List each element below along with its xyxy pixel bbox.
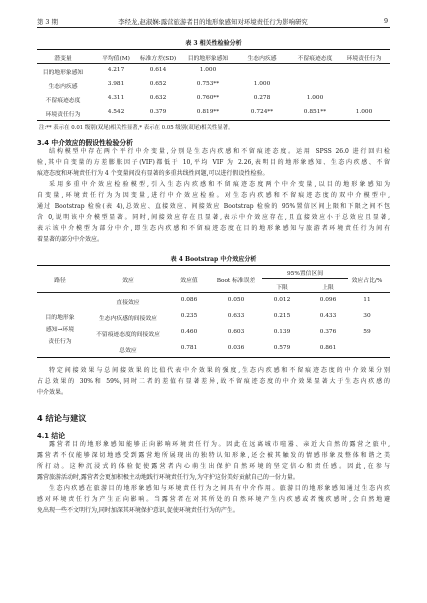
table3-cell: 4.311: [107, 95, 125, 101]
paragraph-line: 所打动。这种沉浸式的体验促使露营者内心萌生出保护自然环境的坚定信心和责任感。因此,在参与: [37, 463, 390, 470]
table3-top-rule: [37, 49, 390, 50]
section-4-1-heading: 4.1 结论: [37, 432, 66, 440]
table3-cell: 3.981: [107, 81, 125, 87]
paragraph-line: 露营者不仅能够深切地感受到露营地所展现出的独特认知形象,还会被其触发的情感形象及整体和谐之美: [37, 452, 390, 459]
table4-col-header: Boot 标准误差: [216, 278, 256, 284]
table3-bottom-rule: [37, 120, 390, 121]
table3-cell: 0.379: [149, 109, 167, 115]
paragraph-line: 验,其中自变量的方差膨胀因子(VIF)都低于 10,平均 VIF 为 2.26,表明目的地形象感知、生态内疚感、不留: [37, 159, 390, 166]
table3-cell: 1.000: [355, 109, 373, 115]
table3-col-header: 环境责任行为: [346, 56, 382, 62]
table4-cell: 11: [363, 297, 371, 303]
table4-cell: 0.433: [319, 313, 337, 319]
table4-cell: 0.633: [227, 313, 245, 319]
table4-cell: 0.050: [227, 297, 245, 303]
paragraph-line: 感对环境责任行为产生正向影响。当露营者在对其所处的自然环境产生内疚感或者愧疚感时,会自然地避: [37, 496, 390, 503]
table4-bottom-rule: [37, 357, 390, 358]
paragraph-line: 表示该中介模型为部分中介,即生态内疚感和不留痕迹态度在目的地形象感知与旅游者环境责任行为间有: [37, 225, 390, 232]
table4-ci-rule: [262, 278, 348, 279]
paragraph-line: 露营者目的地形象感知能够正向影响环境责任行为。因此在远离城市喧嚣、亲近大自然的露营之旅中,: [49, 441, 390, 448]
table4-col-header: 效应占比/%: [351, 278, 383, 284]
table4-cell: 0.036: [227, 345, 245, 351]
table3-cell: 0.724**: [250, 109, 274, 115]
table3-col-header: 不留痕迹态度: [297, 56, 333, 62]
table3-cell: 1.000: [306, 95, 324, 101]
header-issue: 第 3 期: [37, 18, 58, 26]
table4-cell: 0.579: [273, 345, 291, 351]
table4-cell: 0.012: [273, 297, 291, 303]
table4-col-header: 路径: [54, 278, 66, 284]
paragraph-line: 结构模型中存在两个平行中介变量,分别是生态内疚感和不留痕迹态度。运用 SPSS 26.0 进行回归检: [49, 148, 390, 155]
table4-col-header: 效应: [122, 278, 134, 284]
table4-col-header: 下限: [276, 285, 288, 291]
table3-cell: 4.217: [107, 67, 125, 73]
table4-path-label: 责任行为: [48, 339, 72, 345]
table4-col-header: 上限: [322, 285, 334, 291]
table4-cell: 0.460: [180, 329, 198, 335]
table3-cell: 1.000: [199, 67, 217, 73]
table3-cell: 目的地形象感知: [42, 70, 84, 76]
table3-cell: 4.542: [107, 109, 125, 115]
table3-cell: 生态内疚感: [48, 84, 78, 90]
table4-path-label: 感知→环境: [45, 327, 75, 333]
table4-cell: 0.086: [180, 297, 198, 303]
table4-cell: 不留痕迹态度的间接效应: [96, 332, 160, 338]
table3-col-header: 标准方差(SD): [139, 56, 177, 62]
paragraph-line: 生态内疚感在旅游目的地形象感知与环境责任行为之间具有中介作用。旅游目的地形象感知通过生态内疚: [49, 485, 390, 492]
table4-cell: 0.861: [319, 345, 337, 351]
table4-cell: 总效应: [119, 348, 137, 354]
table3-cell: 1.000: [253, 81, 271, 87]
table3-col-header: 生态内疚感: [247, 56, 277, 62]
paragraph-line: 着显著的部分中介效应。: [37, 236, 104, 243]
table4-cell: 0.376: [319, 329, 337, 335]
table3-header-rule: [37, 63, 390, 64]
table4-cell: 0.096: [319, 297, 337, 303]
table4-header-rule: [37, 292, 390, 293]
table3-note: 注:** 表示在 0.01 级别(双尾)相关性显著,* 表示在 0.05 级别(双尾)相关性显著。: [39, 125, 234, 131]
table3-cell: 0.753**: [196, 81, 220, 87]
paragraph-line: 痕迹态度和环境责任行为 4 个变量间没有显著的多重共线性问题,可以进行假设性检验。: [37, 170, 269, 177]
paragraph-line: 中介效果。: [37, 389, 68, 396]
table4-cell: 0.139: [273, 329, 291, 335]
paragraph-line: 特定间接效果与总间接效果的比值代表中介效果的强度,生态内疚感和不留痕迹态度的中介效果分别: [49, 367, 390, 374]
table3-cell: 0.851**: [303, 109, 327, 115]
paragraph-line: 免出现一些不文明行为,同时加深其环境保护意识,促使环境责任行为的产生。: [37, 507, 239, 514]
paragraph-line: 自变量,环境责任行为为因变量,进行中介效应检验。对生态内疚感和不留痕迹态度的双中介模型中,: [37, 192, 390, 199]
table4-cell: 0.235: [180, 313, 198, 319]
table4-cell: 0.215: [273, 313, 291, 319]
table3-cell: 0.632: [149, 95, 167, 101]
section-3-4-heading: 3.4 中介效应的假设性检验分析: [37, 139, 133, 147]
header-title: 李经龙,赵淑娴:露营旅游者目的地形象感知对环境责任行为影响研究: [118, 18, 308, 26]
table4-cell: 0.603: [227, 329, 245, 335]
paragraph-line: 采用多重中介效应检验模型,引入生态内疚感和不留痕迹态度两个中介变量,以目的地形象感知为: [49, 181, 390, 188]
table4-cell: 生态内疚感的间接效应: [99, 316, 157, 322]
paragraph-line: 占总效果的 30%和 59%,同时二者的差值有显著差异,故不留痕迹态度的中介效果显著大于生态内疚感的: [37, 378, 390, 385]
table3-cell: 0.652: [149, 81, 167, 87]
table3-cell: 0.278: [253, 95, 271, 101]
table4-col-header: 95%置信区间: [286, 271, 324, 277]
table4-cell: 0.781: [180, 345, 198, 351]
table3-col-header: 潜变量: [54, 56, 72, 62]
table3-cell: 0.614: [149, 67, 167, 73]
table4-path-label: 目的地形象: [45, 315, 75, 321]
table3-cell: 不留痕迹态度: [45, 98, 81, 104]
section-4-heading: 4 结论与建议: [37, 413, 87, 423]
table4-caption: 表 4 Bootstrap 中介效应分析: [170, 256, 257, 263]
table4-top-rule: [37, 265, 390, 266]
table4-cell: 30: [363, 313, 371, 319]
paragraph-line: 通过 Bootstrap 检验(表 4),总效应、直接效应、间接效应 Bootstrap 检验的 95%置信区间上限和下限之间不包: [37, 203, 390, 210]
table3-col-header: 平均值(M): [102, 56, 130, 62]
paragraph-line: 露营旅游活动时,露营者会更加积极主动地践行环境责任行为,为守护这份美好贡献自己的一份力量。: [37, 474, 299, 481]
header-page-number: 9: [384, 17, 389, 25]
table4-cell: 59: [363, 329, 371, 335]
table3-cell: 0.760**: [196, 95, 220, 101]
table4-col-header: 效应值: [180, 278, 198, 284]
table3-col-header: 目的地形象感知: [187, 56, 229, 62]
header-rule: [37, 27, 390, 28]
table3-cell: 0.819**: [196, 109, 220, 115]
table4-cell: 直接效应: [116, 300, 140, 306]
table3-caption: 表 3 相关性检验分析: [185, 40, 242, 47]
paragraph-line: 含 0,说明该中介模型显著。同时,间接效应存在且显著,表示中介效应存在,且直接效应小于总效应且显著,: [37, 214, 390, 221]
table3-cell: 环境责任行为: [45, 112, 81, 118]
